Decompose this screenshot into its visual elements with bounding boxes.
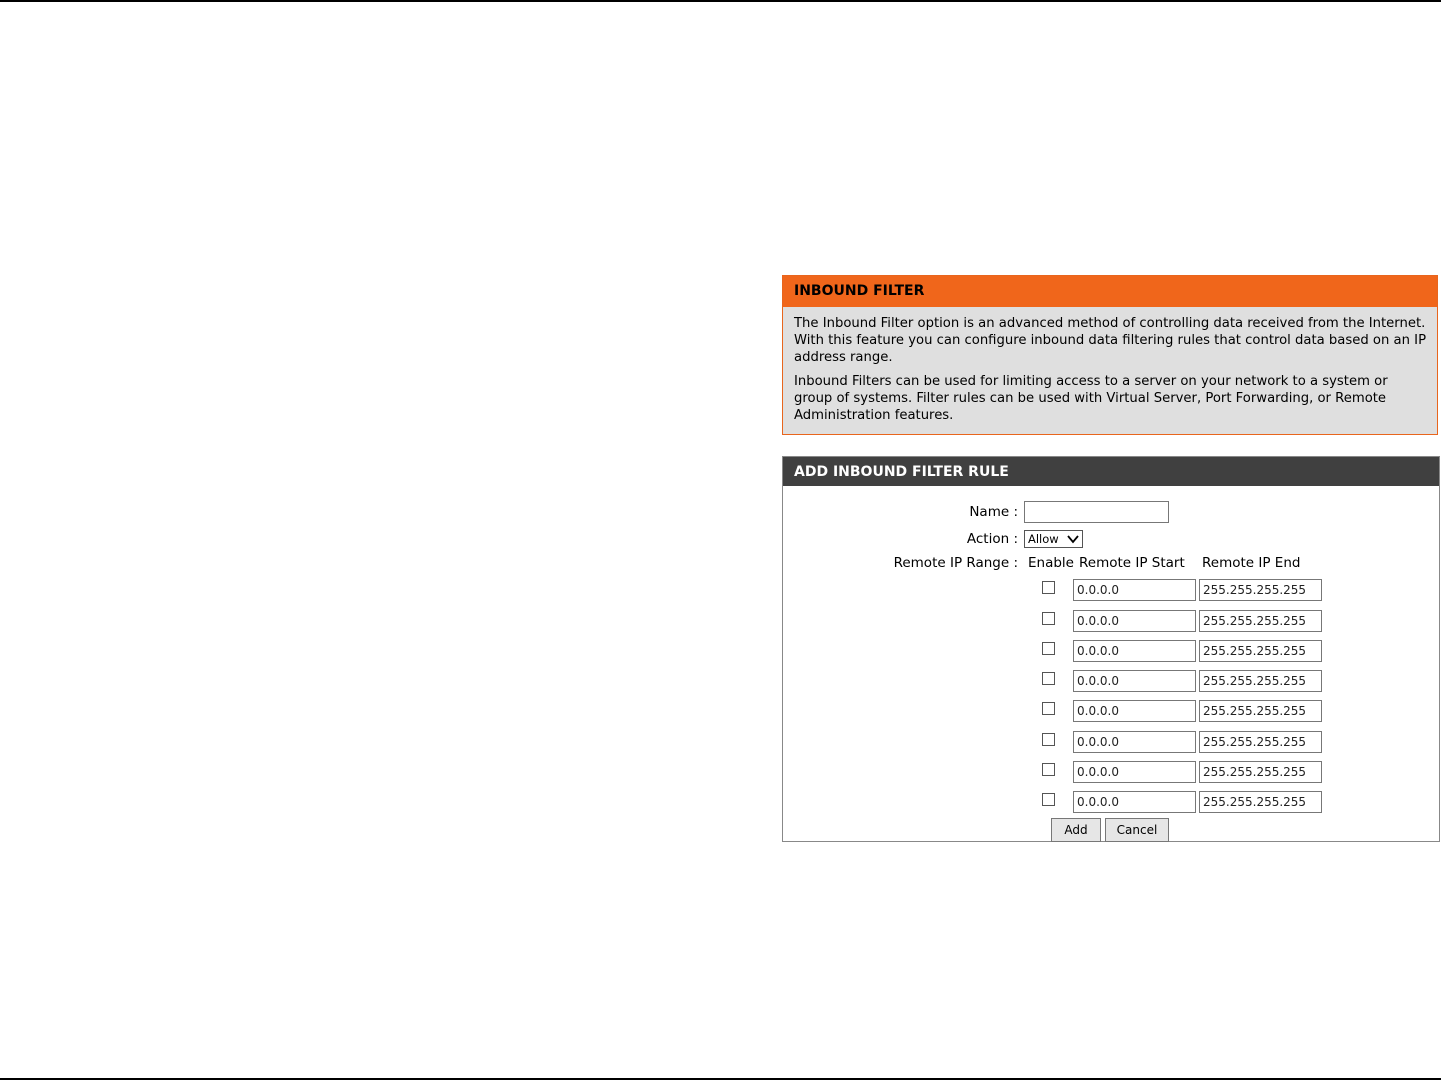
chevron-down-icon xyxy=(1067,533,1079,545)
enable-checkbox[interactable] xyxy=(1042,612,1055,625)
action-selected-value: Allow xyxy=(1028,532,1059,546)
enable-checkbox[interactable] xyxy=(1042,672,1055,685)
remote-ip-start-input[interactable] xyxy=(1073,610,1196,632)
top-divider xyxy=(0,0,1441,2)
name-label: Name : xyxy=(969,504,1018,520)
enable-checkbox[interactable] xyxy=(1042,642,1055,655)
add-button[interactable]: Add xyxy=(1051,818,1101,842)
add-inbound-filter-rule-panel xyxy=(782,456,1440,842)
name-input[interactable] xyxy=(1024,501,1169,523)
remote-ip-end-input[interactable] xyxy=(1199,579,1322,601)
remote-ip-end-input[interactable] xyxy=(1199,610,1322,632)
remote-ip-end-input[interactable] xyxy=(1199,640,1322,662)
cancel-button[interactable]: Cancel xyxy=(1105,818,1169,842)
inbound-filter-description-2: Inbound Filters can be used for limiting access to a server on your network to a system or group of systems. Filter rules can be used with Virtual Server, Port Forwarding, or Remote Administration features. xyxy=(794,374,1388,423)
enable-checkbox[interactable] xyxy=(1042,793,1055,806)
remote-ip-range-label: Remote IP Range : xyxy=(893,555,1018,571)
add-rule-title: ADD INBOUND FILTER RULE xyxy=(783,457,1439,486)
remote-ip-start-input[interactable] xyxy=(1073,791,1196,813)
enable-column-header: Enable xyxy=(1028,555,1074,571)
remote-ip-end-input[interactable] xyxy=(1199,761,1322,783)
remote-ip-start-input[interactable] xyxy=(1073,670,1196,692)
action-label: Action : xyxy=(966,531,1018,547)
remote-ip-start-input[interactable] xyxy=(1073,700,1196,722)
remote-ip-end-input[interactable] xyxy=(1199,670,1322,692)
remote-ip-end-input[interactable] xyxy=(1199,731,1322,753)
enable-checkbox[interactable] xyxy=(1042,702,1055,715)
remote-ip-start-input[interactable] xyxy=(1073,731,1196,753)
inbound-filter-info-panel xyxy=(782,275,1438,435)
enable-checkbox[interactable] xyxy=(1042,763,1055,776)
enable-checkbox[interactable] xyxy=(1042,733,1055,746)
remote-ip-start-input[interactable] xyxy=(1073,761,1196,783)
remote-ip-end-input[interactable] xyxy=(1199,700,1322,722)
bottom-divider xyxy=(0,1078,1441,1080)
action-select[interactable] xyxy=(1024,530,1083,548)
inbound-filter-description-1: The Inbound Filter option is an advanced method of controlling data received from the Internet. With this feature you can configure inbound data filtering rules that control data based on an IP address range. xyxy=(794,316,1427,365)
remote-ip-start-input[interactable] xyxy=(1073,579,1196,601)
inbound-filter-title: INBOUND FILTER xyxy=(783,276,1437,307)
remote-ip-start-column-header: Remote IP Start xyxy=(1079,555,1185,571)
remote-ip-end-column-header: Remote IP End xyxy=(1202,555,1301,571)
enable-checkbox[interactable] xyxy=(1042,581,1055,594)
remote-ip-start-input[interactable] xyxy=(1073,640,1196,662)
remote-ip-end-input[interactable] xyxy=(1199,791,1322,813)
